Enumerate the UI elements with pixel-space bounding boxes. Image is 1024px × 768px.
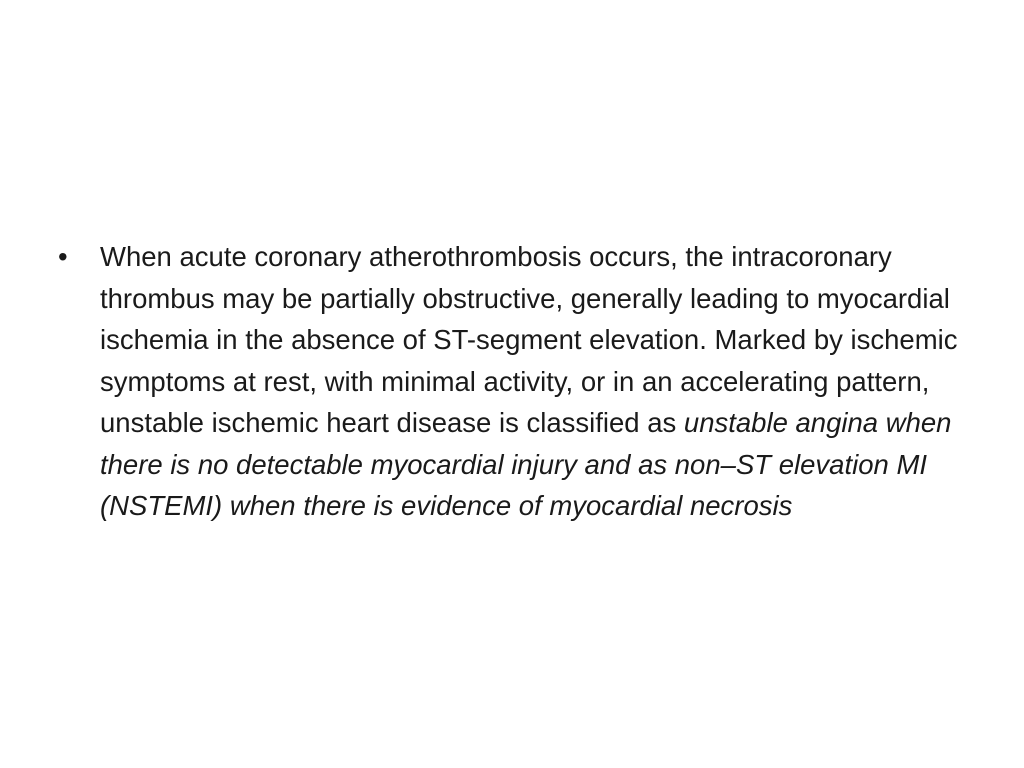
bullet-item [58, 236, 968, 527]
bullet-text-regular: When acute coronary atherothrombosis occurs, the intracoronary thrombus may be partially obstructive, generally leading to myocardial ischemia in the absence of ST-segment elevation. Marked by ischemic symptoms at rest, with minimal activity, or in an accelerating pattern, unstable ischemic heart disease is classified as [100, 241, 958, 438]
bullet-text-italic: unstable angina when there is no detectable myocardial injury and as non–ST elevation MI (NSTEMI) when there is evidence of myocardial necrosis [100, 407, 952, 521]
bullet-icon: • [58, 241, 68, 272]
bullet-text [100, 236, 968, 527]
slide-body [58, 236, 968, 527]
